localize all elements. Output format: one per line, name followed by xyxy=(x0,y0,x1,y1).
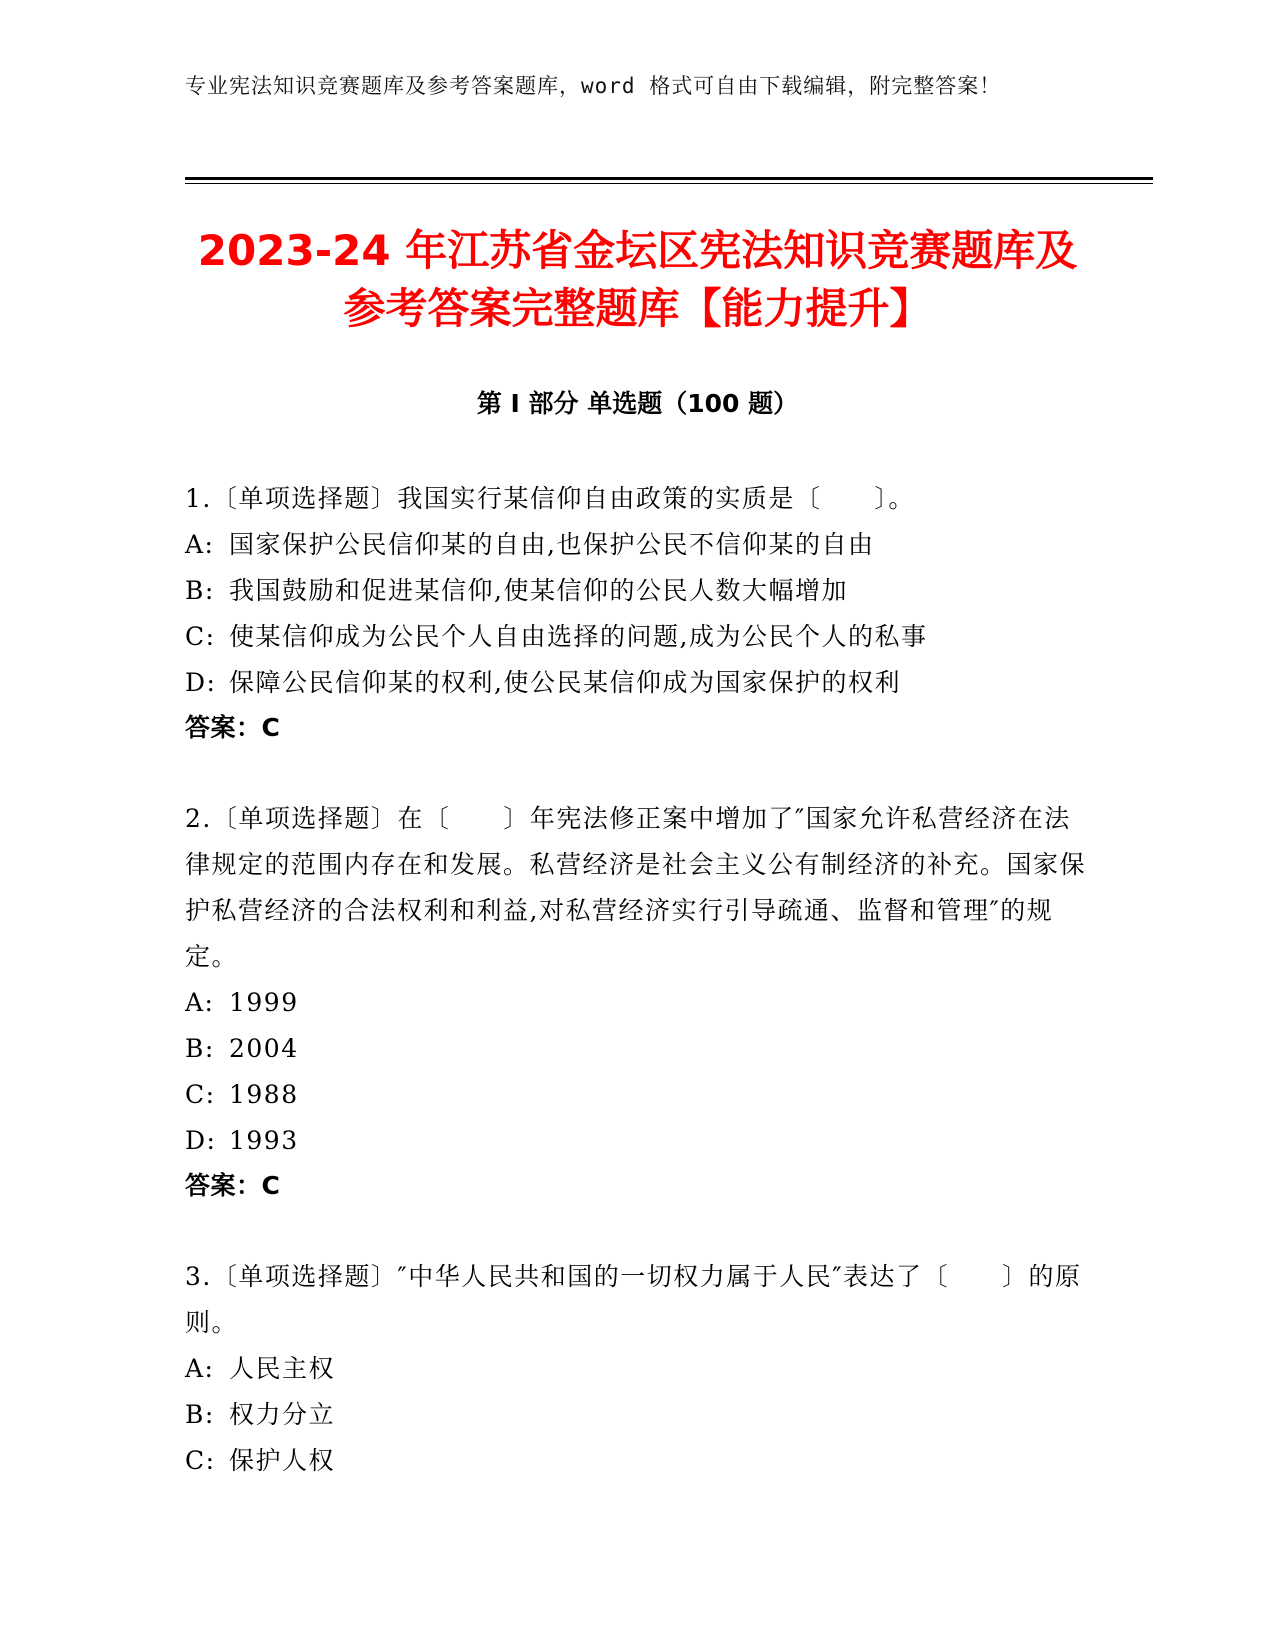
option-text: 使某信仰成为公民个人自由选择的问题,成为公民个人的私事 xyxy=(229,622,928,651)
option-letter: B: xyxy=(185,576,215,605)
option-a xyxy=(185,1346,1090,1392)
option-b xyxy=(185,1026,1090,1072)
header-rule-thick xyxy=(185,177,1153,180)
question-list xyxy=(185,476,1090,1530)
option-b xyxy=(185,568,1090,614)
option-text: 我国鼓励和促进某信仰,使某信仰的公民人数大幅增加 xyxy=(229,576,848,605)
option-letter: B: xyxy=(185,1034,215,1063)
option-text: 1999 xyxy=(229,988,299,1017)
option-text: 1988 xyxy=(229,1080,299,1109)
option-text: 保护人权 xyxy=(229,1446,336,1475)
question-2 xyxy=(185,796,1090,1208)
question-stem: 3.〔单项选择题〕″中华人民共和国的一切权力属于人民″表达了〔 〕的原则。 xyxy=(185,1262,1082,1337)
answer-label: 答案： xyxy=(185,713,262,742)
option-letter: C: xyxy=(185,622,216,651)
option-c xyxy=(185,1438,1090,1484)
question-1 xyxy=(185,476,1090,750)
option-letter: C: xyxy=(185,1446,216,1475)
option-text: 1993 xyxy=(229,1126,299,1155)
option-text: 权力分立 xyxy=(229,1400,336,1429)
question-3 xyxy=(185,1254,1090,1484)
section-heading: 第 I 部分 单选题（100 题） xyxy=(476,389,799,418)
option-d xyxy=(185,660,1090,706)
answer-label: 答案： xyxy=(185,1171,262,1200)
option-text: 国家保护公民信仰某的自由,也保护公民不信仰某的自由 xyxy=(229,530,875,559)
answer-line xyxy=(185,1164,1090,1208)
option-letter: A: xyxy=(185,530,215,559)
option-letter: D: xyxy=(185,668,217,697)
option-d xyxy=(185,1118,1090,1164)
option-letter: D: xyxy=(185,1126,217,1155)
option-letter: B: xyxy=(185,1400,215,1429)
question-stem: 1.〔单项选择题〕我国实行某信仰自由政策的实质是〔 〕。 xyxy=(185,484,915,513)
option-c xyxy=(185,614,1090,660)
option-text: 人民主权 xyxy=(229,1354,336,1383)
option-text: 2004 xyxy=(229,1034,299,1063)
option-c xyxy=(185,1072,1090,1118)
header-note: 专业宪法知识竞赛题库及参考答案题库，word 格式可自由下载编辑，附完整答案！ xyxy=(185,74,1002,98)
question-stem: 2.〔单项选择题〕在〔 〕年宪法修正案中增加了″国家允许私营经济在法律规定的范围内存在和发展。私营经济是社会主义公有制经济的补充。国家保护私营经济的合法权利和利益,对私营经济实行引导疏通、监督和管理″的规定。 xyxy=(185,804,1087,971)
option-a xyxy=(185,980,1090,1026)
header-rule-thin xyxy=(185,183,1153,184)
answer-value: C xyxy=(261,713,281,742)
option-letter: A: xyxy=(185,988,215,1017)
option-text: 保障公民信仰某的权利,使公民某信仰成为国家保护的权利 xyxy=(229,668,901,697)
option-letter: C: xyxy=(185,1080,216,1109)
option-a xyxy=(185,522,1090,568)
document-title: 2023-24 年江苏省金坛区宪法知识竞赛题库及参考答案完整题库【能力提升】 xyxy=(197,226,1078,333)
option-b xyxy=(185,1392,1090,1438)
answer-line xyxy=(185,706,1090,750)
option-letter: A: xyxy=(185,1354,215,1383)
answer-value: C xyxy=(261,1171,281,1200)
